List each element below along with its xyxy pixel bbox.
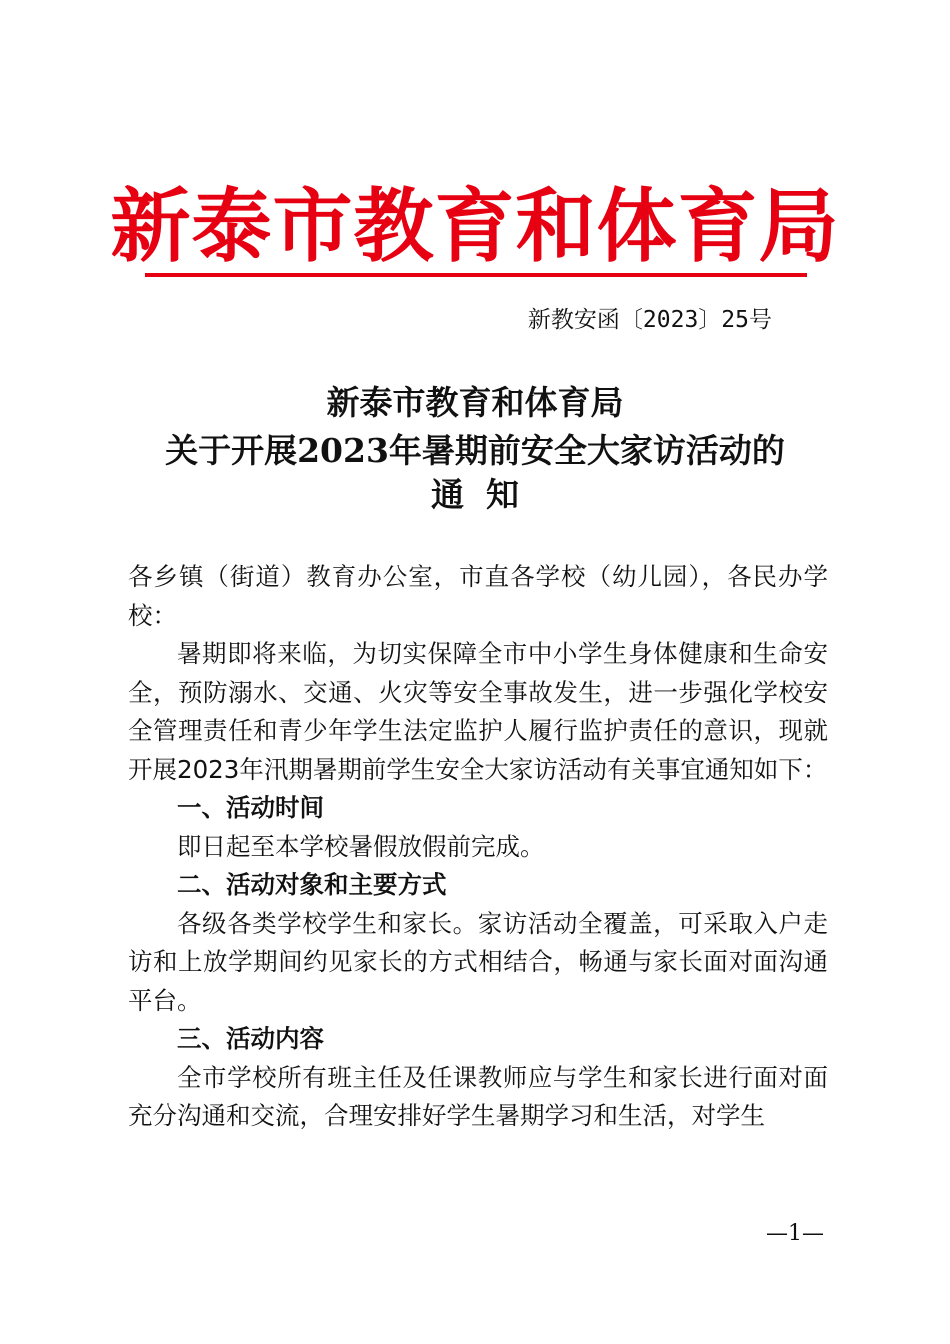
document-body — [128, 558, 828, 1136]
page-number: —1— — [766, 1221, 824, 1246]
title-line-2: 关于开展2023年暑期前安全大家访活动的 — [165, 431, 785, 470]
intro-paragraph: 暑期即将来临，为切实保障全市中小学生身体健康和生命安全，预防溺水、交通、火灾等安全事故发生，进一步强化学校安全管理责任和青少年学生法定监护人履行监护责任的意识，现就开展2023年汛期暑期前学生安全大家访活动有关事宜通知如下： — [128, 639, 828, 784]
section-text-targets: 各级各类学校学生和家长。家访活动全覆盖，可采取入户走访和上放学期间约见家长的方式相结合，畅通与家长面对面沟通平台。 — [128, 908, 828, 1015]
section-text-time: 即日起至本学校暑假放假前完成。 — [177, 831, 545, 861]
red-divider-line — [145, 273, 807, 277]
section-text-content: 全市学校所有班主任及任课教师应与学生和家长进行面对面充分沟通和交流，合理安排好学生暑期学习和生活，对学生 — [128, 1062, 828, 1130]
title-line-1: 新泰市教育和体育局 — [326, 383, 624, 422]
section-heading-time: 一、活动时间 — [177, 793, 324, 822]
salutation: 各乡镇（街道）教育办公室，市直各学校（幼儿园），各民办学校： — [128, 562, 828, 630]
document-number: 新教安函〔2023〕25号 — [527, 307, 772, 333]
agency-masthead: 新泰市教育和体育局 — [110, 179, 840, 273]
section-heading-content: 三、活动内容 — [177, 1024, 324, 1053]
title-line-3: 通知 — [431, 475, 541, 514]
section-heading-targets: 二、活动对象和主要方式 — [177, 870, 447, 899]
